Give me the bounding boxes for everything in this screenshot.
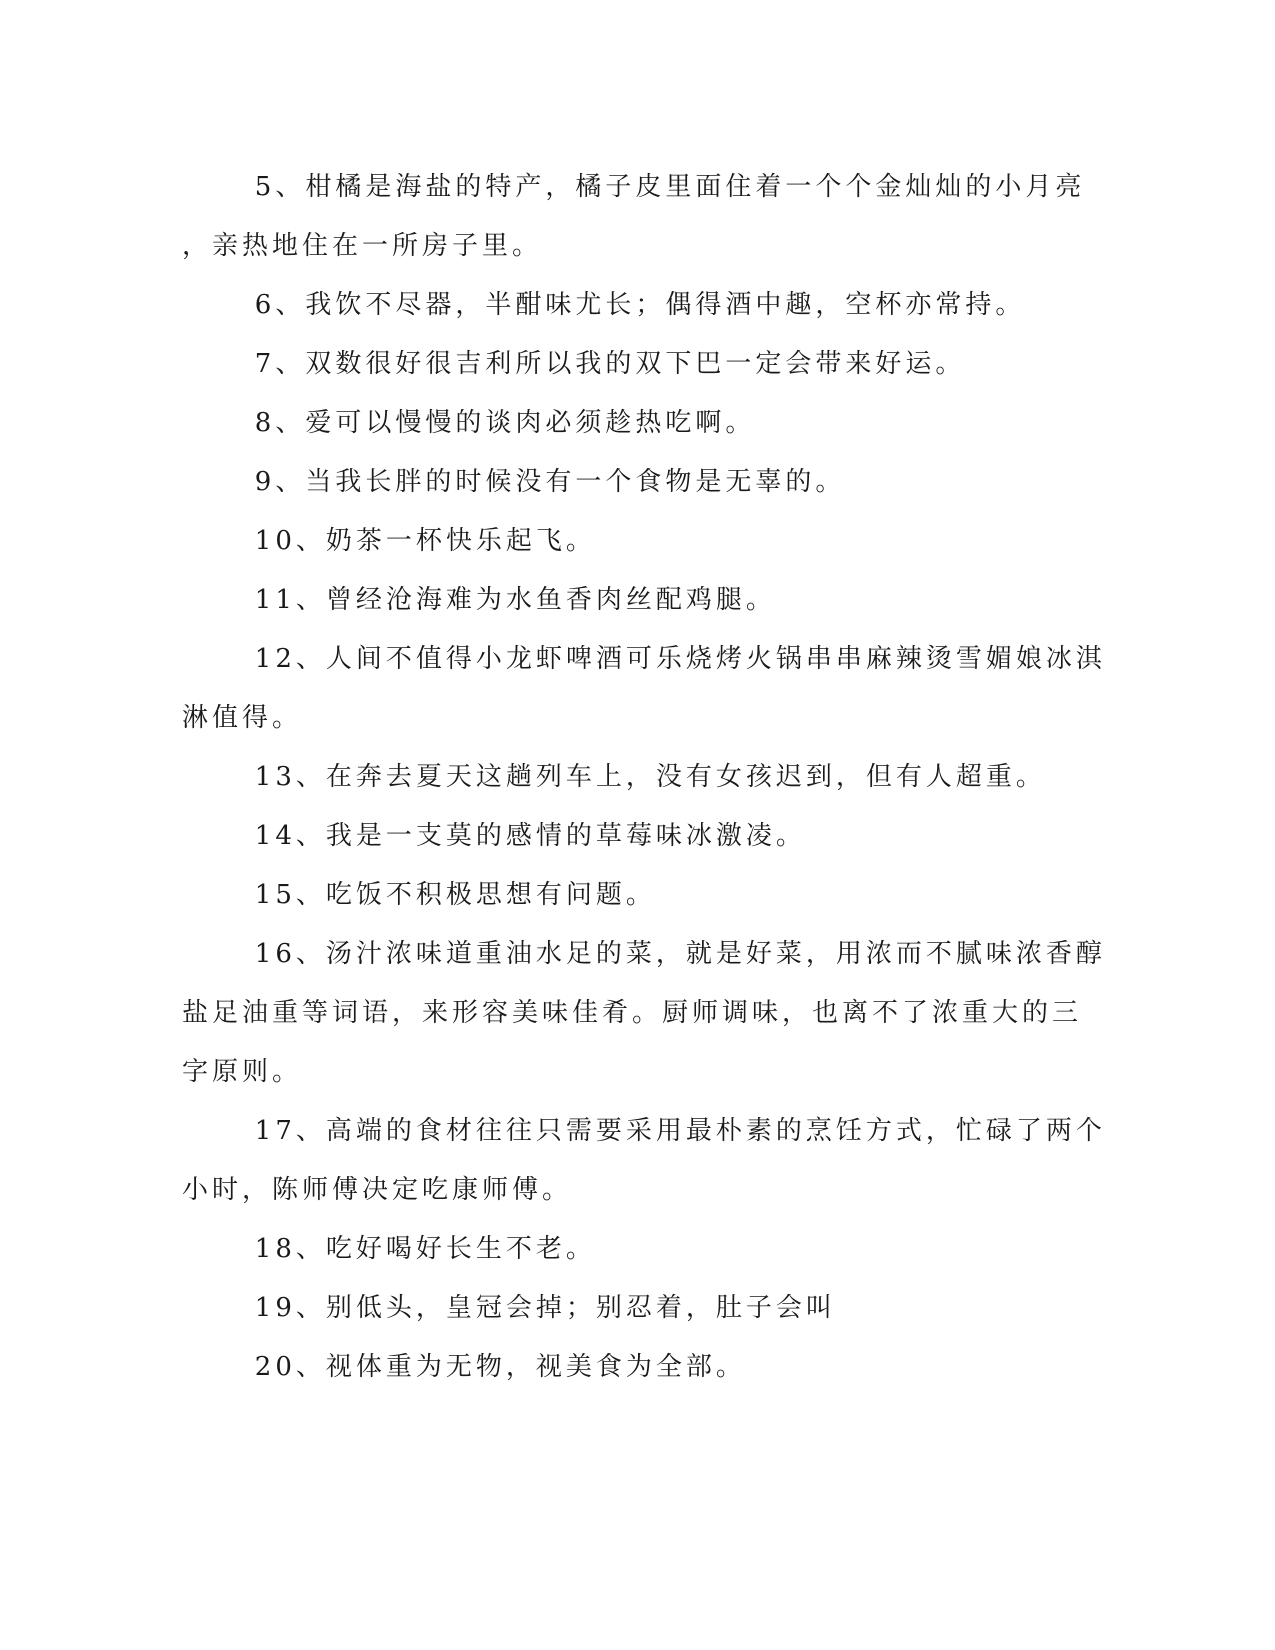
paragraph-line: 12、人间不值得小龙虾啤酒可乐烧烤火锅串串麻辣烫雪媚娘冰淇 <box>254 644 1106 674</box>
paragraph-line: 16、汤汁浓味道重油水足的菜，就是好菜，用浓而不腻味浓香醇 <box>254 939 1106 969</box>
paragraph-line: 17、高端的食材往往只需要采用最朴素的烹饪方式，忙碌了两个 <box>254 1116 1106 1146</box>
paragraph-line: 20、视体重为无物，视美食为全部。 <box>254 1352 746 1382</box>
paragraph-item-14 <box>182 807 1042 866</box>
paragraph-line: 小时，陈师傅决定吃康师傅。 <box>182 1175 573 1205</box>
paragraph-item-7 <box>182 335 1042 394</box>
paragraph-item-11 <box>182 571 1042 630</box>
paragraph-line: 盐足油重等词语，来形容美味佳肴。厨师调味，也离不了浓重大的三 <box>182 998 1083 1028</box>
paragraph-item-15 <box>182 866 1042 925</box>
document-body <box>182 158 1106 1397</box>
paragraph-item-13 <box>182 748 1046 807</box>
paragraph-line: 8、爱可以慢慢的谈肉必须趁热吃啊。 <box>254 408 756 438</box>
paragraph-item-6 <box>182 276 1042 335</box>
paragraph-line: 14、我是一支莫的感情的草莓味冰激凌。 <box>254 821 806 851</box>
paragraph-item-18 <box>182 1220 1042 1279</box>
paragraph-line: 10、奶茶一杯快乐起飞。 <box>254 526 596 556</box>
paragraph-line: 15、吃饭不积极思想有问题。 <box>254 880 656 910</box>
paragraph-line: 13、在奔去夏天这趟列车上，没有女孩迟到，但有人超重。 <box>254 762 1046 792</box>
paragraph-line: 7、双数很好很吉利所以我的双下巴一定会带来好运。 <box>254 349 966 379</box>
paragraph-line: 11、曾经沧海难为水鱼香肉丝配鸡腿。 <box>254 585 776 615</box>
paragraph-item-17 <box>182 1102 1106 1220</box>
paragraph-item-9 <box>182 453 1042 512</box>
paragraph-item-19 <box>182 1279 1042 1338</box>
paragraph-line: ，亲热地住在一所房子里。 <box>182 231 543 261</box>
paragraph-item-5 <box>182 158 1086 276</box>
paragraph-line: 5、柑橘是海盐的特产，橘子皮里面住着一个个金灿灿的小月亮 <box>254 172 1086 202</box>
paragraph-item-20 <box>182 1338 1042 1397</box>
paragraph-line: 6、我饮不尽器，半酣味尤长；偶得酒中趣，空杯亦常持。 <box>254 290 1026 320</box>
paragraph-line: 字原则。 <box>182 1057 303 1087</box>
paragraph-item-12 <box>182 630 1106 748</box>
paragraph-item-16 <box>182 925 1106 1102</box>
paragraph-line: 淋值得。 <box>182 703 303 733</box>
paragraph-item-10 <box>182 512 1042 571</box>
paragraph-line: 19、别低头，皇冠会掉；别忍着，肚子会叫 <box>254 1293 836 1323</box>
paragraph-line: 9、当我长胖的时候没有一个食物是无辜的。 <box>254 467 846 497</box>
paragraph-item-8 <box>182 394 1042 453</box>
paragraph-line: 18、吃好喝好长生不老。 <box>254 1234 596 1264</box>
